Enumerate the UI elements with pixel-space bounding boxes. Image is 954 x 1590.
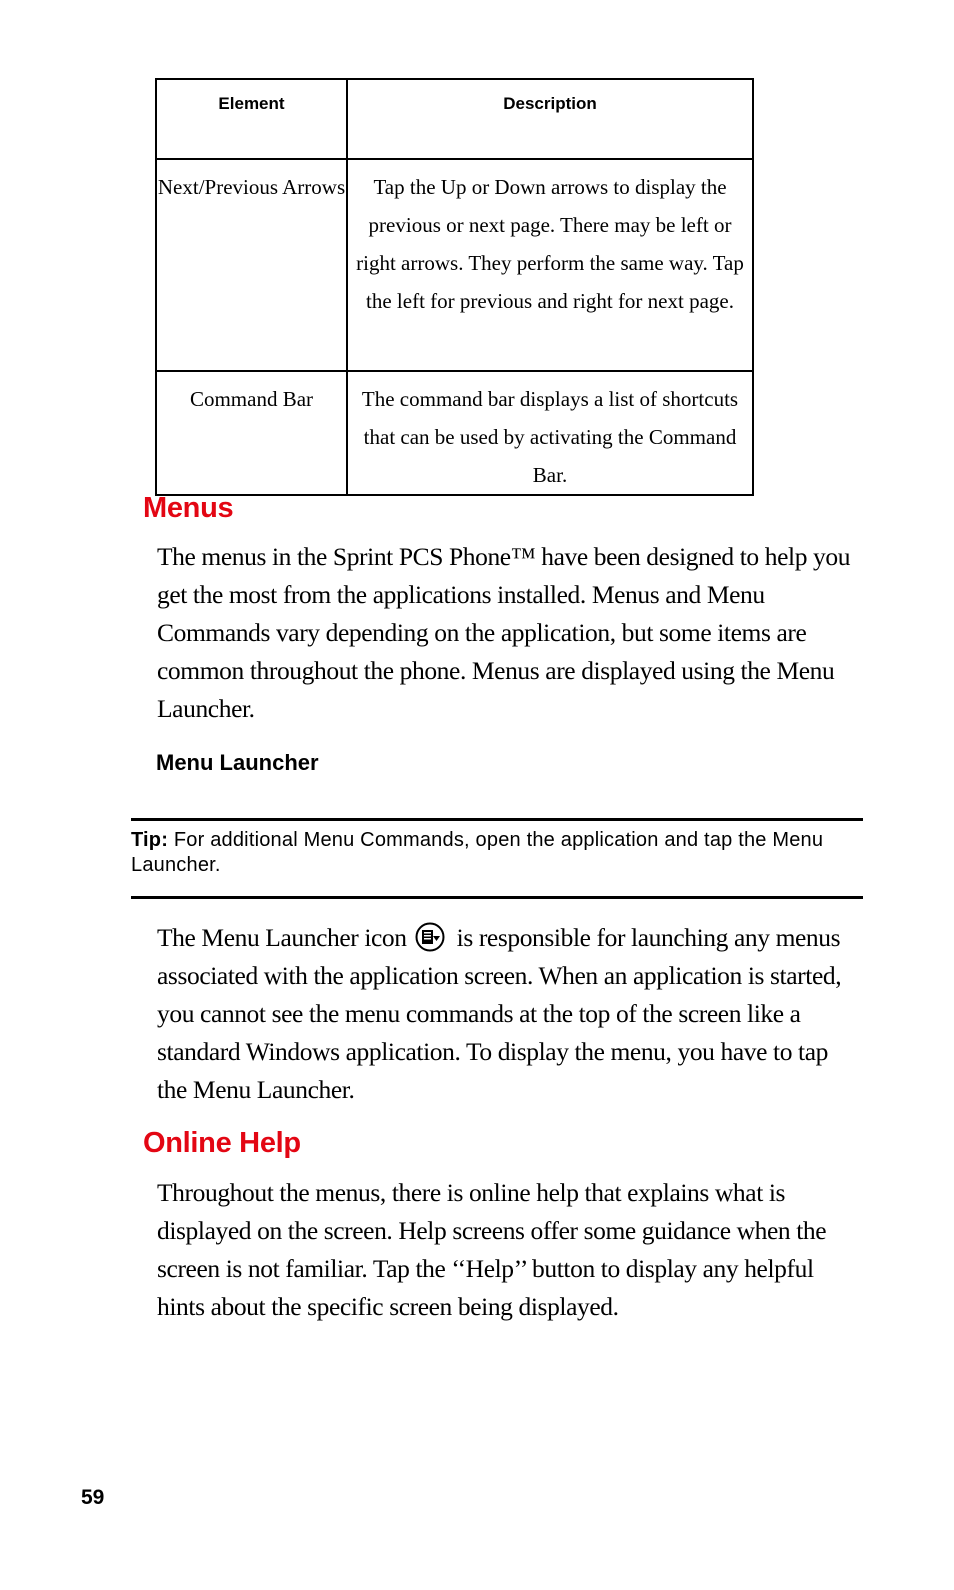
table-row	[156, 159, 753, 371]
online-help-heading: Online Help	[143, 1127, 301, 1159]
table-header-row	[156, 79, 753, 159]
launcher-text-before: The Menu Launcher icon	[157, 923, 407, 952]
tip-label: Tip:	[131, 829, 169, 851]
online-help-paragraph: Throughout the menus, there is online help that explains what is displayed on the screen. Help screens offer some guidance when the screen is not familiar. Tap the ‘‘Help’’ button to display any helpful hints about the specific screen being displayed.	[157, 1178, 827, 1321]
tip-body: For additional Menu Commands, open the application and tap the Menu Launcher.	[131, 829, 824, 876]
table-cell-description: The command bar displays a list of shortcuts that can be used by activating the Command Bar.	[347, 371, 753, 495]
menus-heading: Menus	[143, 492, 234, 524]
menu-launcher-icon	[415, 922, 445, 952]
table-cell-element: Next/Previous Arrows	[156, 159, 347, 371]
table-row	[156, 371, 753, 495]
element-description-table	[155, 78, 754, 496]
launcher-paragraph	[157, 919, 862, 1109]
menus-paragraph: The menus in the Sprint PCS Phone™ have been designed to help you get the most from the applications installed. Menus and Menu Commands vary depending on the application, but some items are common throughout the phone. Menus are displayed using the Menu Launcher.	[157, 542, 851, 723]
table-header-element: Element	[156, 79, 347, 159]
tip-bottom-rule	[131, 896, 863, 899]
launcher-text-after: is responsible for launching any menus associated with the application screen. When an application is started, you cannot see the menu commands at the top of the screen like a standard Windows application. To display the menu, you have to tap the Menu Launcher.	[157, 923, 842, 1104]
table-header-description: Description	[347, 79, 753, 159]
table-cell-element: Command Bar	[156, 371, 347, 495]
table-cell-description: Tap the Up or Down arrows to display the previous or next page. There may be left or right arrows. They perform the same way. Tap the left for previous and right for next page.	[347, 159, 753, 371]
menu-launcher-subheading: Menu Launcher	[156, 750, 319, 775]
page-number: 59	[81, 1486, 105, 1509]
tip-top-rule	[131, 818, 863, 821]
tip-note	[131, 828, 863, 878]
